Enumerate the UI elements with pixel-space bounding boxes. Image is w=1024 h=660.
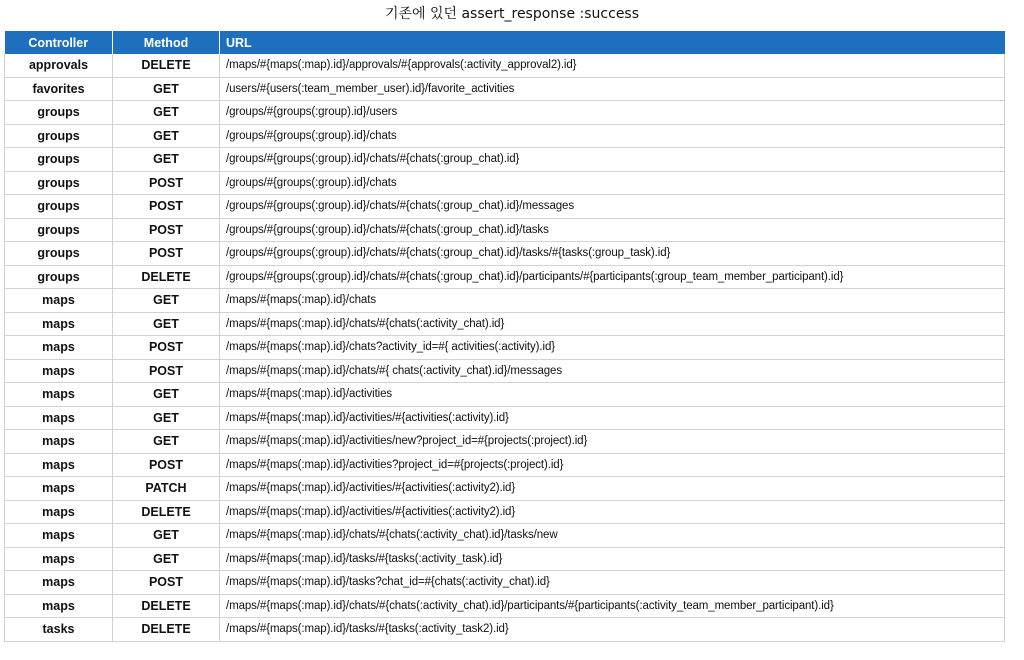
url-cell: /maps/#{maps(:map).id}/activities/#{activities(:activity2).id}: [220, 500, 1005, 524]
method-cell: GET: [113, 547, 220, 571]
url-cell: /groups/#{groups(:group).id}/chats: [220, 171, 1005, 195]
table-row: [5, 124, 1005, 148]
page-title: 기존에 있던 assert_response :success: [384, 6, 640, 22]
table-row: [5, 383, 1005, 407]
table-row: [5, 218, 1005, 242]
column-header-controller: Controller: [5, 31, 113, 54]
url-cell: /groups/#{groups(:group).id}/chats/#{chats(:group_chat).id}/tasks: [220, 218, 1005, 242]
url-cell: /maps/#{maps(:map).id}/chats?activity_id=#{ activities(:activity).id}: [220, 336, 1005, 360]
url-cell: /maps/#{maps(:map).id}/chats: [220, 289, 1005, 313]
controller-cell: groups: [5, 101, 113, 125]
url-cell: /maps/#{maps(:map).id}/chats/#{chats(:activity_chat).id}/tasks/new: [220, 524, 1005, 548]
table-row: [5, 54, 1005, 77]
method-cell: DELETE: [113, 594, 220, 618]
method-cell: GET: [113, 148, 220, 172]
url-cell: /maps/#{maps(:map).id}/chats/#{chats(:activity_chat).id}/participants/#{participants(:activity_team_member_participant).id}: [220, 594, 1005, 618]
method-cell: POST: [113, 218, 220, 242]
method-cell: GET: [113, 524, 220, 548]
method-cell: POST: [113, 242, 220, 266]
controller-cell: maps: [5, 453, 113, 477]
controller-cell: maps: [5, 524, 113, 548]
method-cell: GET: [113, 77, 220, 101]
table-row: [5, 171, 1005, 195]
controller-cell: maps: [5, 289, 113, 313]
method-cell: GET: [113, 289, 220, 313]
table-row: [5, 312, 1005, 336]
url-cell: /groups/#{groups(:group).id}/chats/#{chats(:group_chat).id}: [220, 148, 1005, 172]
url-cell: /maps/#{maps(:map).id}/activities/#{activities(:activity2).id}: [220, 477, 1005, 501]
method-cell: POST: [113, 195, 220, 219]
url-cell: /maps/#{maps(:map).id}/chats/#{chats(:activity_chat).id}: [220, 312, 1005, 336]
controller-cell: groups: [5, 265, 113, 289]
url-cell: /groups/#{groups(:group).id}/chats/#{chats(:group_chat).id}/messages: [220, 195, 1005, 219]
method-cell: GET: [113, 312, 220, 336]
method-cell: GET: [113, 430, 220, 454]
table-row: [5, 618, 1005, 642]
url-cell: /maps/#{maps(:map).id}/activities/new?project_id=#{projects(:project).id}: [220, 430, 1005, 454]
controller-cell: maps: [5, 336, 113, 360]
controller-cell: groups: [5, 218, 113, 242]
controller-cell: maps: [5, 477, 113, 501]
method-cell: POST: [113, 336, 220, 360]
header-row: [5, 31, 1005, 54]
column-header-method: Method: [113, 31, 220, 54]
url-cell: /groups/#{groups(:group).id}/users: [220, 101, 1005, 125]
controller-cell: maps: [5, 547, 113, 571]
controller-cell: maps: [5, 406, 113, 430]
method-cell: POST: [113, 359, 220, 383]
table-row: [5, 547, 1005, 571]
controller-cell: maps: [5, 430, 113, 454]
url-cell: /maps/#{maps(:map).id}/activities?project_id=#{projects(:project).id}: [220, 453, 1005, 477]
url-cell: /maps/#{maps(:map).id}/activities: [220, 383, 1005, 407]
table-row: [5, 430, 1005, 454]
controller-cell: tasks: [5, 618, 113, 642]
table-row: [5, 500, 1005, 524]
method-cell: POST: [113, 171, 220, 195]
method-cell: GET: [113, 383, 220, 407]
table-row: [5, 571, 1005, 595]
table-row: [5, 77, 1005, 101]
url-cell: /groups/#{groups(:group).id}/chats/#{chats(:group_chat).id}/participants/#{participants(:group_team_member_participant).id}: [220, 265, 1005, 289]
url-cell: /maps/#{maps(:map).id}/approvals/#{approvals(:activity_approval2).id}: [220, 54, 1005, 77]
endpoint-table-container: [4, 31, 1004, 642]
controller-cell: groups: [5, 242, 113, 266]
controller-cell: groups: [5, 148, 113, 172]
method-cell: DELETE: [113, 500, 220, 524]
controller-cell: groups: [5, 124, 113, 148]
method-cell: DELETE: [113, 618, 220, 642]
controller-cell: favorites: [5, 77, 113, 101]
controller-cell: groups: [5, 195, 113, 219]
table-row: [5, 453, 1005, 477]
method-cell: DELETE: [113, 54, 220, 77]
controller-cell: approvals: [5, 54, 113, 77]
table-header: [5, 31, 1005, 54]
table-row: [5, 359, 1005, 383]
method-cell: GET: [113, 124, 220, 148]
table-row: [5, 195, 1005, 219]
url-cell: /maps/#{maps(:map).id}/tasks/#{tasks(:activity_task2).id}: [220, 618, 1005, 642]
method-cell: DELETE: [113, 265, 220, 289]
table-row: [5, 594, 1005, 618]
url-cell: /maps/#{maps(:map).id}/tasks?chat_id=#{chats(:activity_chat).id}: [220, 571, 1005, 595]
url-cell: /groups/#{groups(:group).id}/chats: [220, 124, 1005, 148]
table-row: [5, 242, 1005, 266]
url-cell: /maps/#{maps(:map).id}/activities/#{activities(:activity).id}: [220, 406, 1005, 430]
table-row: [5, 336, 1005, 360]
url-cell: /users/#{users(:team_member_user).id}/favorite_activities: [220, 77, 1005, 101]
url-cell: /groups/#{groups(:group).id}/chats/#{chats(:group_chat).id}/tasks/#{tasks(:group_task).id}: [220, 242, 1005, 266]
table-row: [5, 524, 1005, 548]
method-cell: GET: [113, 406, 220, 430]
controller-cell: maps: [5, 594, 113, 618]
method-cell: POST: [113, 453, 220, 477]
url-cell: /maps/#{maps(:map).id}/tasks/#{tasks(:activity_task).id}: [220, 547, 1005, 571]
url-cell: /maps/#{maps(:map).id}/chats/#{ chats(:activity_chat).id}/messages: [220, 359, 1005, 383]
controller-cell: groups: [5, 171, 113, 195]
table-row: [5, 148, 1005, 172]
controller-cell: maps: [5, 500, 113, 524]
column-header-url: URL: [220, 31, 1005, 54]
controller-cell: maps: [5, 383, 113, 407]
controller-cell: maps: [5, 312, 113, 336]
table-body: [5, 54, 1005, 641]
table-row: [5, 289, 1005, 313]
controller-cell: maps: [5, 359, 113, 383]
controller-cell: maps: [5, 571, 113, 595]
method-cell: POST: [113, 571, 220, 595]
table-row: [5, 477, 1005, 501]
table-row: [5, 101, 1005, 125]
table-row: [5, 406, 1005, 430]
table-row: [5, 265, 1005, 289]
method-cell: GET: [113, 101, 220, 125]
method-cell: PATCH: [113, 477, 220, 501]
endpoint-table: [4, 31, 1005, 642]
